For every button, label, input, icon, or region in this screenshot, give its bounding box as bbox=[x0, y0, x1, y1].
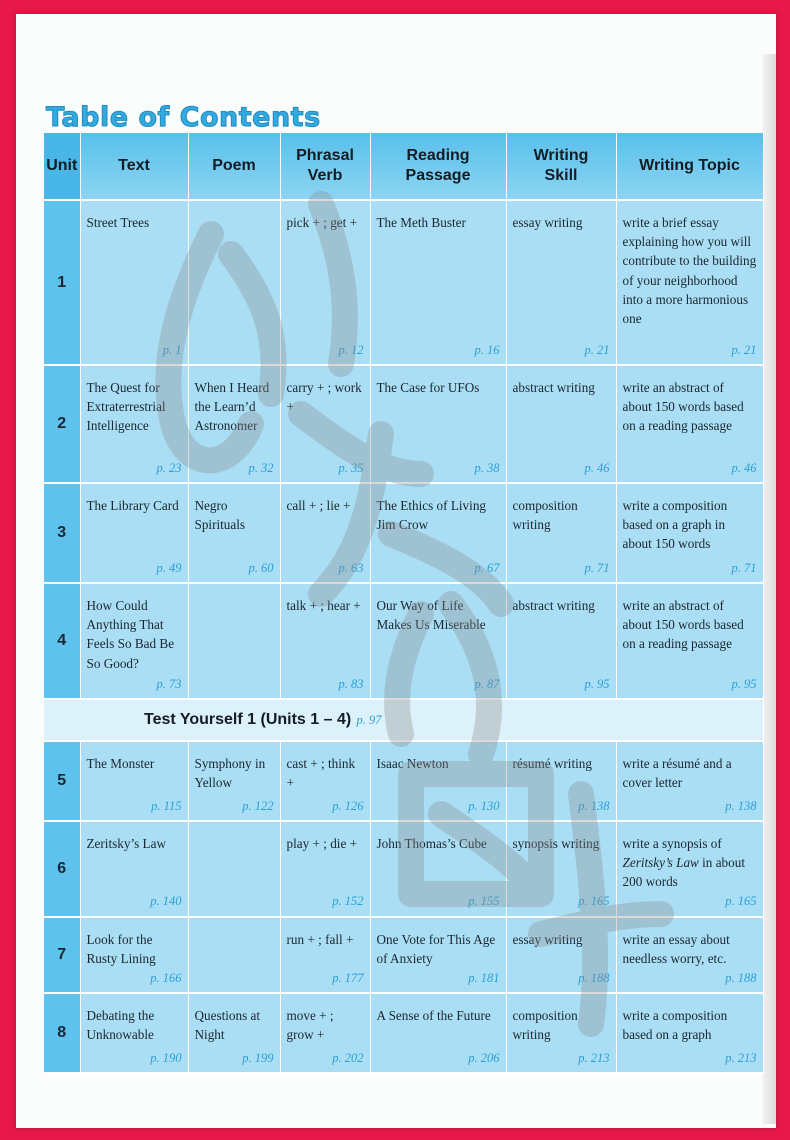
page-ref: p. 213 bbox=[725, 1050, 757, 1065]
phrasal-verbs: call + ; lie + bbox=[286, 498, 351, 513]
contents-table bbox=[44, 133, 764, 1074]
text-title: The Monster bbox=[86, 756, 155, 771]
reading-title: Our Way of Life Makes Us Miserable bbox=[376, 598, 486, 633]
phrasal-cell bbox=[280, 583, 370, 699]
page-ref: p. 12 bbox=[338, 342, 364, 357]
writing-skill: abstract writing bbox=[512, 598, 595, 613]
phrasal-verbs: run + ; fall + bbox=[286, 931, 354, 947]
text-cell bbox=[80, 483, 188, 583]
writing-topic: write an essay about needless worry, etc. bbox=[622, 931, 730, 966]
poem-cell bbox=[188, 365, 280, 483]
header-unit: Unit bbox=[44, 133, 80, 200]
header-poem: Poem bbox=[188, 133, 280, 200]
skill-cell bbox=[506, 821, 616, 917]
page-ref: p. 188 bbox=[725, 970, 757, 985]
unit-number: 6 bbox=[44, 821, 80, 917]
reading-cell bbox=[370, 200, 506, 365]
header-text: Text bbox=[80, 133, 188, 200]
text-title: Zeritsky’s Law bbox=[86, 836, 166, 851]
page-ref: p. 46 bbox=[584, 460, 610, 475]
header-writing-topic: Writing Topic bbox=[616, 133, 763, 200]
phrasal-cell bbox=[280, 483, 370, 583]
page-ref: p. 190 bbox=[150, 1050, 182, 1065]
reading-cell bbox=[370, 821, 506, 917]
phrasal-cell bbox=[280, 365, 370, 483]
page-ref: p. 130 bbox=[468, 798, 500, 813]
skill-cell bbox=[506, 741, 616, 821]
page-ref: p. 71 bbox=[584, 560, 610, 575]
page-ref: p. 95 bbox=[731, 676, 757, 691]
poem-cell bbox=[188, 917, 280, 993]
unit-row bbox=[44, 993, 763, 1073]
reading-cell bbox=[370, 993, 506, 1073]
page-ref: p. 67 bbox=[474, 560, 500, 575]
reading-cell bbox=[370, 917, 506, 993]
phrasal-cell bbox=[280, 200, 370, 365]
page-ref: p. 152 bbox=[332, 894, 364, 909]
text-title: Look for the Rusty Lining bbox=[86, 931, 156, 966]
unit-row bbox=[44, 483, 763, 583]
reading-cell bbox=[370, 741, 506, 821]
text-cell bbox=[80, 583, 188, 699]
phrasal-verbs: pick + ; get + bbox=[286, 215, 358, 230]
unit-number: 8 bbox=[44, 993, 80, 1073]
phrasal-cell bbox=[280, 741, 370, 821]
page-ref: p. 73 bbox=[156, 676, 182, 691]
reading-cell bbox=[370, 583, 506, 699]
writing-skill: synopsis writing bbox=[512, 836, 600, 851]
page-ref: p. 32 bbox=[248, 460, 274, 475]
text-cell bbox=[80, 365, 188, 483]
page-ref: p. 63 bbox=[338, 560, 364, 575]
page-ref: p. 181 bbox=[468, 970, 500, 985]
reading-cell bbox=[370, 483, 506, 583]
writing-topic: write a composition based on a graph bbox=[622, 1008, 728, 1043]
header-reading-passage: Reading Passage bbox=[370, 133, 506, 200]
reading-title: John Thomas’s Cube bbox=[376, 836, 487, 851]
page-ref: p. 138 bbox=[578, 798, 610, 813]
writing-skill: essay writing bbox=[512, 215, 583, 230]
unit-number: 4 bbox=[44, 583, 80, 699]
unit-row bbox=[44, 200, 763, 365]
unit-row bbox=[44, 741, 763, 821]
book-page bbox=[16, 14, 776, 1128]
phrasal-cell bbox=[280, 821, 370, 917]
writing-topic: write a synopsis of Zeritsky’s Law in about 200 words bbox=[622, 836, 745, 890]
writing-topic: write a brief essay explaining how you will contribute to the building of your neighborhood into a more harmonious one bbox=[622, 215, 757, 327]
text-title: The Library Card bbox=[86, 498, 179, 513]
poem-title: Negro Spirituals bbox=[194, 498, 246, 533]
page-ref: p. 38 bbox=[474, 460, 500, 475]
poem-title: Questions at Night bbox=[194, 1008, 261, 1043]
topic-cell bbox=[616, 483, 763, 583]
poem-cell bbox=[188, 483, 280, 583]
unit-row bbox=[44, 583, 763, 699]
page-ref: p. 177 bbox=[332, 970, 364, 985]
writing-topic: write a composition based on a graph in about 150 words bbox=[622, 498, 728, 552]
page-ref: p. 115 bbox=[151, 798, 182, 813]
page-ref: p. 122 bbox=[242, 798, 274, 813]
phrasal-verbs: talk + ; hear + bbox=[286, 598, 361, 613]
work-title-italic: Zeritsky’s Law bbox=[622, 855, 699, 871]
topic-cell bbox=[616, 200, 763, 365]
page-ref: p. 126 bbox=[332, 798, 364, 813]
page-ref: p. 188 bbox=[578, 970, 610, 985]
header-phrasal-verb: Phrasal Verb bbox=[280, 133, 370, 200]
page-ref: p. 87 bbox=[474, 676, 500, 691]
writing-skill: composition writing bbox=[512, 498, 578, 533]
unit-row bbox=[44, 821, 763, 917]
reading-title: The Case for UFOs bbox=[376, 380, 480, 395]
unit-number: 5 bbox=[44, 741, 80, 821]
text-cell bbox=[80, 200, 188, 365]
reading-title: The Ethics of Living Jim Crow bbox=[376, 498, 487, 533]
text-cell bbox=[80, 917, 188, 993]
page-ref: p. 202 bbox=[332, 1050, 364, 1065]
phrasal-verbs: play + ; die + bbox=[286, 836, 358, 851]
writing-skill: résumé writing bbox=[512, 756, 592, 771]
test-yourself-cell bbox=[44, 699, 763, 741]
writing-skill: composition writing bbox=[512, 1008, 578, 1043]
poem-cell bbox=[188, 583, 280, 699]
page-ref: p. 95 bbox=[584, 676, 610, 691]
test-yourself-label: Test Yourself 1 (Units 1 – 4) bbox=[144, 710, 352, 728]
text-cell bbox=[80, 821, 188, 917]
text-cell bbox=[80, 993, 188, 1073]
page-ref: p. 165 bbox=[578, 894, 610, 909]
text-cell bbox=[80, 741, 188, 821]
reading-cell bbox=[370, 365, 506, 483]
skill-cell bbox=[506, 993, 616, 1073]
poem-cell bbox=[188, 200, 280, 365]
page-ref: p. 1 bbox=[162, 342, 182, 357]
poem-cell bbox=[188, 993, 280, 1073]
page-ref: p. 21 bbox=[731, 342, 757, 357]
unit-row bbox=[44, 365, 763, 483]
page-ref: p. 49 bbox=[156, 560, 182, 575]
unit-number: 2 bbox=[44, 365, 80, 483]
reading-title: A Sense of the Future bbox=[376, 1008, 491, 1024]
text-title: Street Trees bbox=[86, 215, 150, 230]
page-ref: p. 199 bbox=[242, 1050, 274, 1065]
phrasal-verbs: move + ; grow + bbox=[286, 1008, 334, 1043]
phrasal-verbs: carry + ; work + bbox=[286, 380, 362, 415]
topic-cell bbox=[616, 741, 763, 821]
skill-cell bbox=[506, 200, 616, 365]
page-edge bbox=[762, 54, 776, 1124]
page-ref: p. 83 bbox=[338, 676, 364, 691]
page-ref: p. 213 bbox=[578, 1050, 610, 1065]
unit-number: 1 bbox=[44, 200, 80, 365]
unit-number: 7 bbox=[44, 917, 80, 993]
page-ref: p. 35 bbox=[338, 460, 364, 475]
skill-cell bbox=[506, 365, 616, 483]
reading-title: One Vote for This Age of Anxiety bbox=[376, 931, 496, 966]
writing-topic: write a résumé and a cover letter bbox=[622, 756, 732, 791]
test-yourself-page: p. 97 bbox=[356, 712, 382, 727]
phrasal-cell bbox=[280, 993, 370, 1073]
poem-title: When I Heard the Learn’d Astronomer bbox=[194, 380, 270, 434]
topic-cell bbox=[616, 993, 763, 1073]
page-ref: p. 16 bbox=[474, 342, 500, 357]
text-title: The Quest for Extraterrestrial Intelligence bbox=[86, 380, 166, 434]
page-ref: p. 138 bbox=[725, 798, 757, 813]
test-yourself-row bbox=[44, 699, 763, 741]
phrasal-verbs: cast + ; think + bbox=[286, 756, 356, 791]
skill-cell bbox=[506, 583, 616, 699]
reading-title: The Meth Buster bbox=[376, 215, 466, 230]
page-ref: p. 166 bbox=[150, 970, 182, 985]
page-ref: p. 140 bbox=[150, 894, 182, 909]
page-ref: p. 23 bbox=[156, 460, 182, 475]
page-ref: p. 71 bbox=[731, 560, 757, 575]
page-ref: p. 21 bbox=[584, 342, 610, 357]
poem-cell bbox=[188, 741, 280, 821]
skill-cell bbox=[506, 917, 616, 993]
poem-cell bbox=[188, 821, 280, 917]
page-ref: p. 155 bbox=[468, 894, 500, 909]
header-writing-skill: Writing Skill bbox=[506, 133, 616, 200]
poem-title: Symphony in Yellow bbox=[194, 756, 266, 791]
reading-title: Isaac Newton bbox=[376, 756, 449, 771]
page-ref: p. 165 bbox=[725, 894, 757, 909]
writing-skill: essay writing bbox=[512, 931, 583, 947]
topic-cell bbox=[616, 917, 763, 993]
text-title: Debating the Unknowable bbox=[86, 1008, 155, 1043]
page-title: Table of Contents bbox=[46, 102, 321, 133]
header-row bbox=[44, 133, 763, 200]
topic-cell bbox=[616, 821, 763, 917]
writing-skill: abstract writing bbox=[512, 380, 595, 395]
writing-topic: write an abstract of about 150 words based on a reading passage bbox=[622, 598, 744, 652]
unit-number: 3 bbox=[44, 483, 80, 583]
skill-cell bbox=[506, 483, 616, 583]
page-ref: p. 206 bbox=[468, 1050, 500, 1065]
phrasal-cell bbox=[280, 917, 370, 993]
page-ref: p. 46 bbox=[731, 460, 757, 475]
text-title: How Could Anything That Feels So Bad Be So Good? bbox=[86, 598, 175, 671]
topic-cell bbox=[616, 365, 763, 483]
writing-topic: write an abstract of about 150 words based on a reading passage bbox=[622, 380, 744, 434]
page-ref: p. 60 bbox=[248, 560, 274, 575]
topic-cell bbox=[616, 583, 763, 699]
unit-row bbox=[44, 917, 763, 993]
